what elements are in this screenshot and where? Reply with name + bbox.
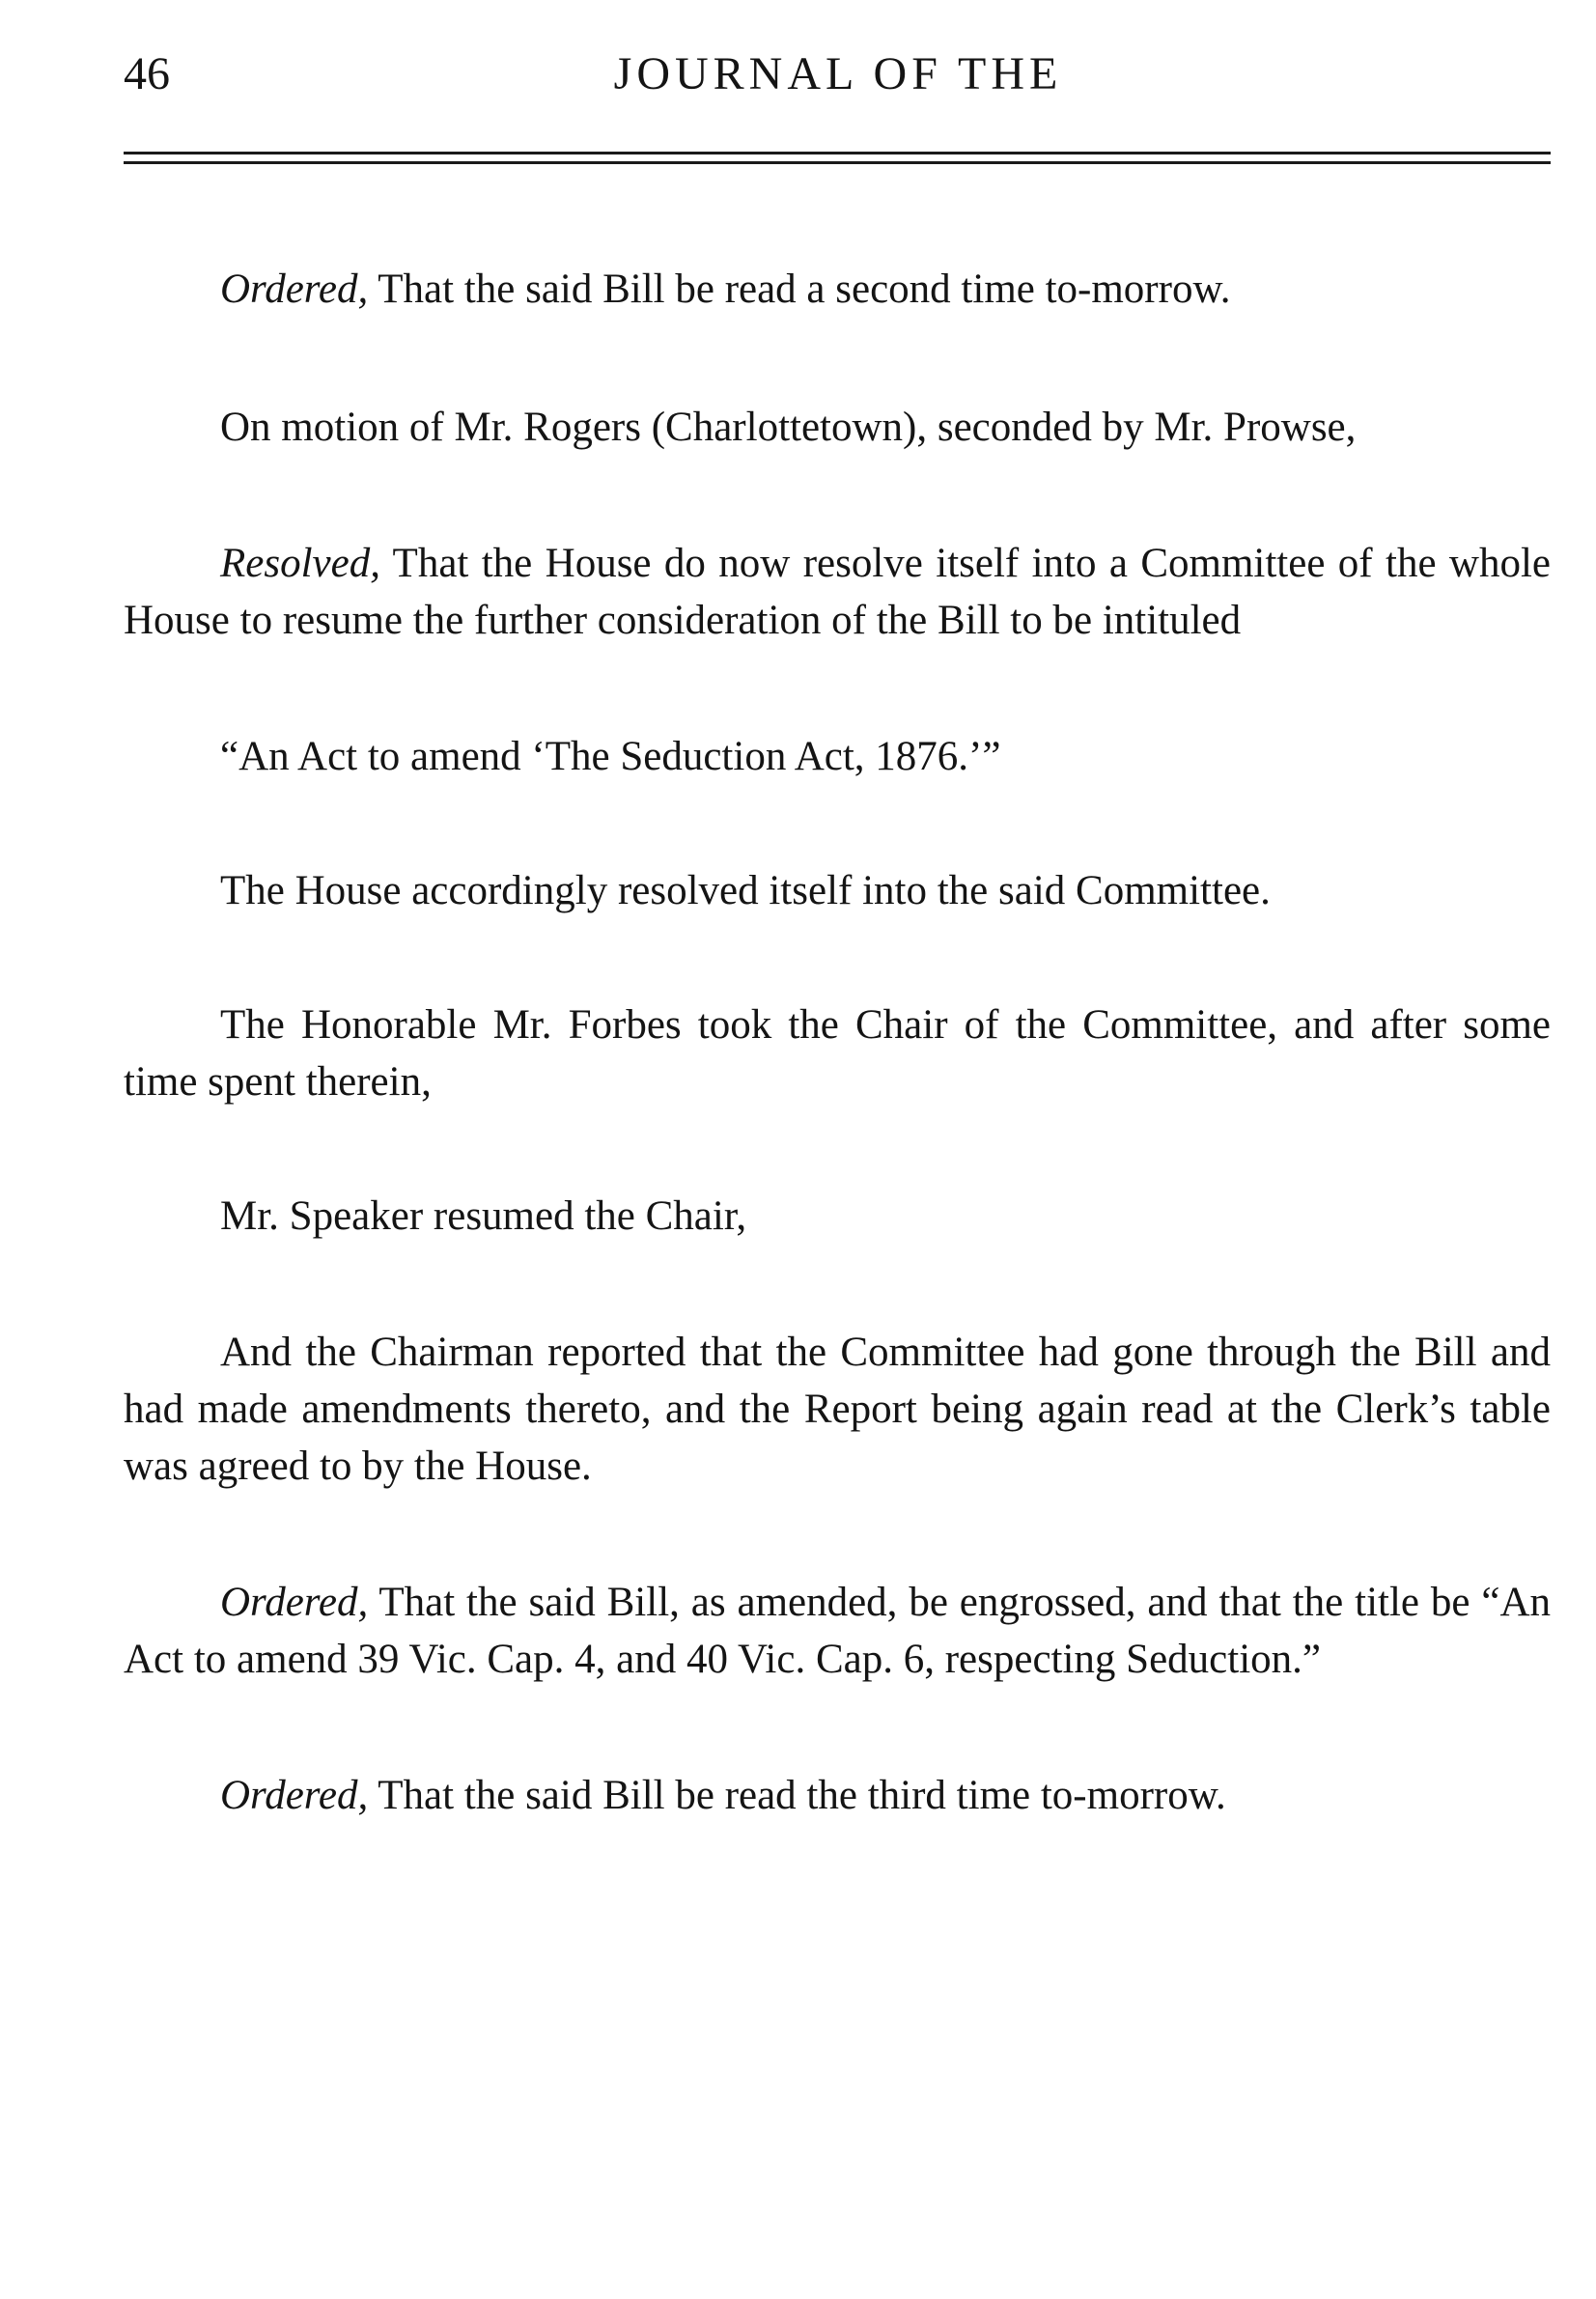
paragraph-keyword: Ordered, [220, 1773, 369, 1818]
paragraph-text: That the House do now resolve itself into a Committee of the whole House to resume the further consideration of the Bill to be intituled [124, 541, 1551, 643]
paragraph-text: That the said Bill be read the third time to-morrow. [368, 1773, 1226, 1818]
paragraph-text: The House accordingly resolved itself into the said Committee. [220, 868, 1271, 913]
paragraph-text: That the said Bill be read a second time to-morrow. [368, 266, 1231, 312]
header-rule-bottom [124, 161, 1551, 164]
header-rule-top [124, 152, 1551, 154]
committee-resolved-paragraph [124, 862, 1551, 919]
paragraph-text: That the said Bill, as amended, be engrossed, and that the title be “An Act to amend 39 Vic. Cap. 4, and 40 Vic. Cap. 6, respecting Seduction.” [124, 1580, 1551, 1682]
paragraph-text: “An Act to amend ‘The Seduction Act, 1876.’” [220, 734, 1001, 779]
order-second-reading [124, 261, 1551, 318]
page-number: 46 [124, 48, 170, 99]
order-third-reading [124, 1767, 1551, 1824]
paragraph-text: And the Chairman reported that the Committee had gone through the Bill and had made amendments thereto, and the Report being again read at the Clerk’s table was agreed to by the House. [124, 1330, 1551, 1489]
paragraph-keyword: Ordered, [220, 266, 369, 312]
paragraph-keyword: Ordered, [220, 1580, 369, 1625]
chair-paragraph [124, 996, 1551, 1110]
motion-paragraph [124, 399, 1551, 456]
bill-title [124, 728, 1551, 785]
paragraph-text: The Honorable Mr. Forbes took the Chair of the Committee, and after some time spent therein, [124, 1002, 1551, 1105]
paragraph-keyword: Resolved, [220, 541, 380, 586]
resolution-paragraph [124, 535, 1551, 649]
journal-body [124, 261, 1551, 1824]
speaker-paragraph [124, 1188, 1551, 1245]
report-paragraph [124, 1324, 1551, 1495]
order-engrossed-paragraph [124, 1574, 1551, 1688]
paragraph-text: On motion of Mr. Rogers (Charlottetown), seconded by Mr. Prowse, [220, 405, 1357, 450]
page-header [124, 41, 1553, 108]
running-title: JOURNAL OF THE [613, 48, 1063, 99]
paragraph-text: Mr. Speaker resumed the Chair, [220, 1193, 747, 1239]
